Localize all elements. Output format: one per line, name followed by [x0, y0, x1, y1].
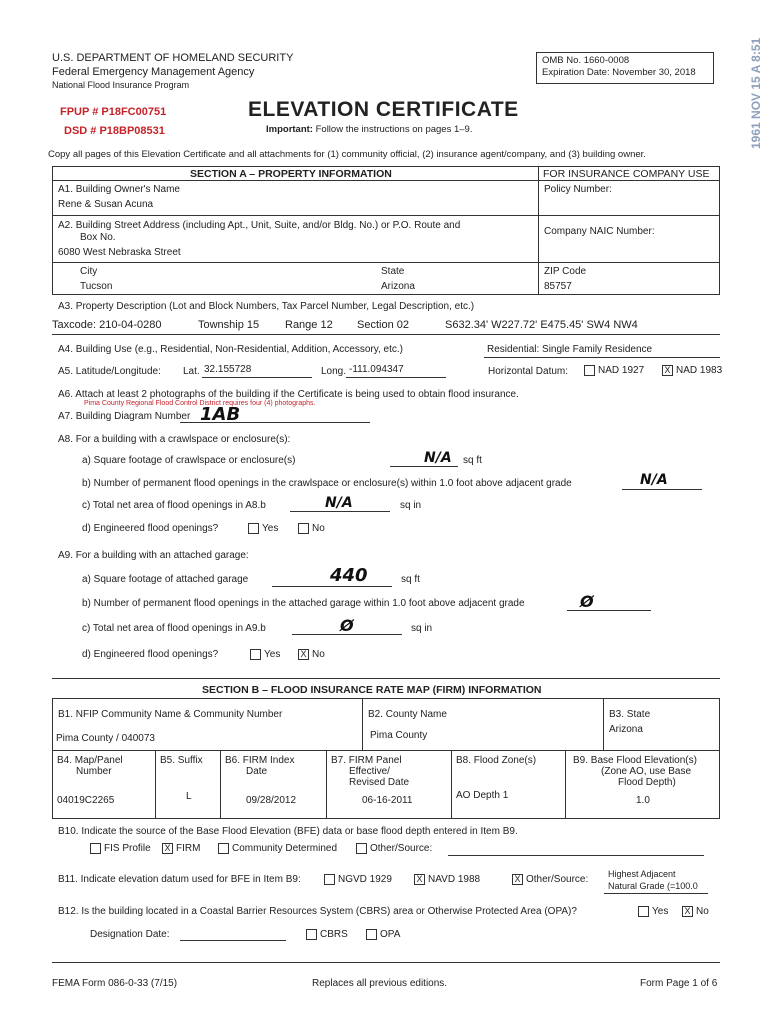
b7-label-3: Revised Date [349, 777, 410, 788]
b8-value: AO Depth 1 [456, 790, 509, 801]
a9c-unit: sq in [411, 623, 433, 634]
a8a-unit: sq ft [463, 455, 482, 466]
a2-label-1: A2. Building Street Address (including Apt., Unit, Suite, and/or Bldg. No.) or P.O. Route and [58, 220, 461, 231]
a6-note: Pima County Regional Flood Control District requires four (4) photographs. [84, 400, 316, 407]
a9a-label: a) Square footage of attached garage [82, 574, 249, 585]
b7-value: 06-16-2011 [362, 795, 413, 806]
a9d-yes-checkbox[interactable] [250, 649, 280, 660]
b11-other-1: Highest Adjacent [608, 869, 676, 879]
a9-label: A9. For a building with an attached garage: [58, 550, 249, 561]
a3-range: Range 12 [285, 319, 333, 331]
zip-value: 85757 [544, 281, 572, 292]
a2-label-2: Box No. [80, 232, 116, 243]
b12-no-checkbox[interactable] [682, 906, 709, 917]
b5-value: L [186, 791, 192, 802]
b7-label-1: B7. FIRM Panel [331, 755, 402, 766]
section-a-title: SECTION A – PROPERTY INFORMATION [190, 168, 392, 180]
a3-taxcode: Taxcode: 210-04-0280 [52, 319, 162, 331]
b12-no-check: X [682, 906, 693, 917]
navd-checkbox[interactable] [414, 874, 480, 885]
b9-value: 1.0 [636, 795, 650, 806]
expiration-date: Expiration Date: November 30, 2018 [542, 67, 696, 78]
a9d-yes-label: Yes [264, 649, 281, 661]
a8c-label: c) Total net area of flood openings in A8.b [82, 500, 266, 511]
a3-township: Township 15 [198, 319, 260, 331]
a8c-value: N/A [325, 495, 353, 511]
other-source-label: Other/Source: [370, 843, 433, 855]
lat-label: Lat. [183, 366, 200, 377]
policy-number-label: Policy Number: [544, 184, 612, 195]
zip-label: ZIP Code [544, 266, 587, 277]
b6-label-1: B6. FIRM Index [225, 755, 295, 766]
dsd-number: DSD # P18BP08531 [64, 125, 165, 137]
firm-checkbox[interactable] [162, 843, 200, 854]
fpup-number: FPUP # P18FC00751 [60, 106, 167, 118]
b2-label: B2. County Name [368, 709, 447, 720]
opa-checkbox[interactable] [366, 929, 400, 940]
a9b-value: Ø [580, 592, 594, 611]
program-name: National Flood Insurance Program [52, 80, 190, 90]
omb-number: OMB No. 1660-0008 [542, 55, 630, 66]
b2-value: Pima County [370, 730, 428, 741]
fis-checkbox[interactable] [90, 843, 151, 854]
a6-label: A6. Attach at least 2 photographs of the building if the Certificate is being used to obtain flood insurance. [58, 389, 519, 400]
a9a-value: 440 [330, 565, 368, 586]
b12-label: B12. Is the building located in a Coastal Barrier Resources System (CBRS) area or Otherwise Protected Area (OPA)? [58, 906, 577, 917]
b4-value: 04019C2265 [57, 795, 115, 806]
nad1927-label: NAD 1927 [598, 365, 645, 377]
a7-value: 1AB [200, 404, 241, 425]
lat-value: 32.155728 [204, 364, 252, 375]
a3-section: Section 02 [357, 319, 409, 331]
b10-label: B10. Indicate the source of the Base Flood Elevation (BFE) data or base flood depth entered in Item B9. [58, 826, 518, 837]
firm-check: X [162, 843, 173, 854]
a4-label: A4. Building Use (e.g., Residential, Non-Residential, Addition, Accessory, etc.) [58, 344, 403, 355]
a9c-value: Ø [340, 616, 354, 635]
a8d-yes-label: Yes [262, 523, 279, 535]
page-title: ELEVATION CERTIFICATE [248, 98, 519, 121]
b9-label-2: (Zone AO, use Base [601, 766, 692, 777]
a3-label: A3. Property Description (Lot and Block Numbers, Tax Parcel Number, Legal Description, etc.) [58, 301, 475, 312]
nad1927-checkbox[interactable] [584, 365, 644, 376]
a7-label: A7. Building Diagram Number [58, 411, 191, 422]
a9d-no-label: No [312, 649, 325, 661]
designation-label: Designation Date: [90, 929, 170, 940]
cbrs-checkbox[interactable] [306, 929, 348, 940]
a8d-no-label: No [312, 523, 325, 535]
long-label: Long. [321, 366, 347, 377]
b8-label: B8. Flood Zone(s) [456, 755, 537, 766]
a1-label: A1. Building Owner's Name [58, 184, 180, 195]
copy-note: Copy all pages of this Elevation Certificate and all attachments for (1) community official, (2) insurance agent/company, and (3) building owner. [48, 149, 646, 160]
a8d-label: d) Engineered flood openings? [82, 523, 219, 534]
nad1983-label: NAD 1983 [676, 365, 723, 377]
b3-label: B3. State [609, 709, 651, 720]
a9a-unit: sq ft [401, 574, 420, 585]
community-label: Community Determined [232, 843, 338, 855]
other-source-checkbox[interactable] [356, 843, 432, 854]
city-value: Tucson [80, 281, 113, 292]
opa-label: OPA [380, 929, 401, 941]
a8d-no-checkbox[interactable] [298, 523, 325, 534]
b1-label: B1. NFIP Community Name & Community Number [58, 709, 283, 720]
a8-label: A8. For a building with a crawlspace or enclosure(s): [58, 434, 291, 445]
a9d-no-checkbox[interactable] [298, 649, 325, 660]
a8d-yes-checkbox[interactable] [248, 523, 278, 534]
navd-check: X [414, 874, 425, 885]
navd-label: NAVD 1988 [428, 874, 481, 886]
important-label: Important: [266, 124, 313, 135]
b11-label: B11. Indicate elevation datum used for BFE in Item B9: [58, 874, 301, 885]
section-b-title: SECTION B – FLOOD INSURANCE RATE MAP (FIRM) INFORMATION [202, 684, 542, 696]
ngvd-label: NGVD 1929 [338, 874, 392, 886]
page-number: Form Page 1 of 6 [640, 978, 718, 989]
b12-no-label: No [696, 906, 709, 918]
stamp: 1961 NOV 15 A 8:51 [749, 37, 763, 149]
a8a-label: a) Square footage of crawlspace or enclosure(s) [82, 455, 296, 466]
b3-value: Arizona [609, 724, 643, 735]
b4-label-2: Number [76, 766, 112, 777]
b1-value: Pima County / 040073 [56, 733, 155, 744]
b6-value: 09/28/2012 [246, 795, 297, 806]
other-source-b11-check: X [512, 874, 523, 885]
a9d-no-check: X [298, 649, 309, 660]
state-value: Arizona [381, 281, 415, 292]
b9-label-3: Flood Depth) [618, 777, 676, 788]
long-value: -111.094347 [349, 364, 404, 375]
dept-name: U.S. DEPARTMENT OF HOMELAND SECURITY [52, 52, 294, 64]
a9c-label: c) Total net area of flood openings in A9.b [82, 623, 266, 634]
datum-label: Horizontal Datum: [488, 366, 569, 377]
state-label: State [381, 266, 405, 277]
a1-value: Rene & Susan Acuna [58, 199, 154, 210]
a8b-value: N/A [640, 472, 668, 488]
city-label: City [80, 266, 98, 277]
nad1983-check: X [662, 365, 673, 376]
nad1983-checkbox[interactable] [662, 365, 722, 376]
agency-name: Federal Emergency Management Agency [52, 66, 255, 78]
b4-label-1: B4. Map/Panel [57, 755, 123, 766]
cbrs-label: CBRS [320, 929, 348, 941]
replaces-note: Replaces all previous editions. [312, 978, 448, 989]
a4-value: Residential: Single Family Residence [487, 344, 653, 355]
a8c-unit: sq in [400, 500, 422, 511]
community-checkbox[interactable] [218, 843, 337, 854]
a2-value: 6080 West Nebraska Street [58, 247, 181, 258]
other-source-b11-label: Other/Source: [526, 874, 589, 886]
important-note [266, 124, 472, 135]
important-text: Follow the instructions on pages 1–9. [315, 124, 473, 135]
b11-other-2: Natural Grade (=100.0 [608, 881, 698, 891]
b6-label-2: Date [246, 766, 268, 777]
b9-label-1: B9. Base Flood Elevation(s) [573, 755, 697, 766]
b12-yes-checkbox[interactable] [638, 906, 668, 917]
a3-legal: S632.34' W227.72' E475.45' SW4 NW4 [445, 319, 638, 331]
a8a-value: N/A [424, 450, 452, 466]
b7-label-2: Effective/ [349, 766, 390, 777]
other-source-b11-checkbox[interactable] [512, 874, 588, 885]
company-use-label: FOR INSURANCE COMPANY USE [543, 168, 710, 180]
form-number: FEMA Form 086-0-33 (7/15) [52, 978, 178, 989]
a9b-label: b) Number of permanent flood openings in the attached garage within 1.0 foot above adjacent grade [82, 598, 525, 609]
a5-label: A5. Latitude/Longitude: [58, 366, 161, 377]
b5-label: B5. Suffix [160, 755, 203, 766]
naic-label: Company NAIC Number: [544, 226, 655, 237]
ngvd-checkbox[interactable] [324, 874, 392, 885]
firm-label: FIRM [176, 843, 201, 855]
b12-yes-label: Yes [652, 906, 669, 918]
fis-label: FIS Profile [104, 843, 151, 855]
a9d-label: d) Engineered flood openings? [82, 649, 219, 660]
a8b-label: b) Number of permanent flood openings in the crawlspace or enclosure(s) within 1.0 foot above adjacent grade [82, 478, 572, 489]
